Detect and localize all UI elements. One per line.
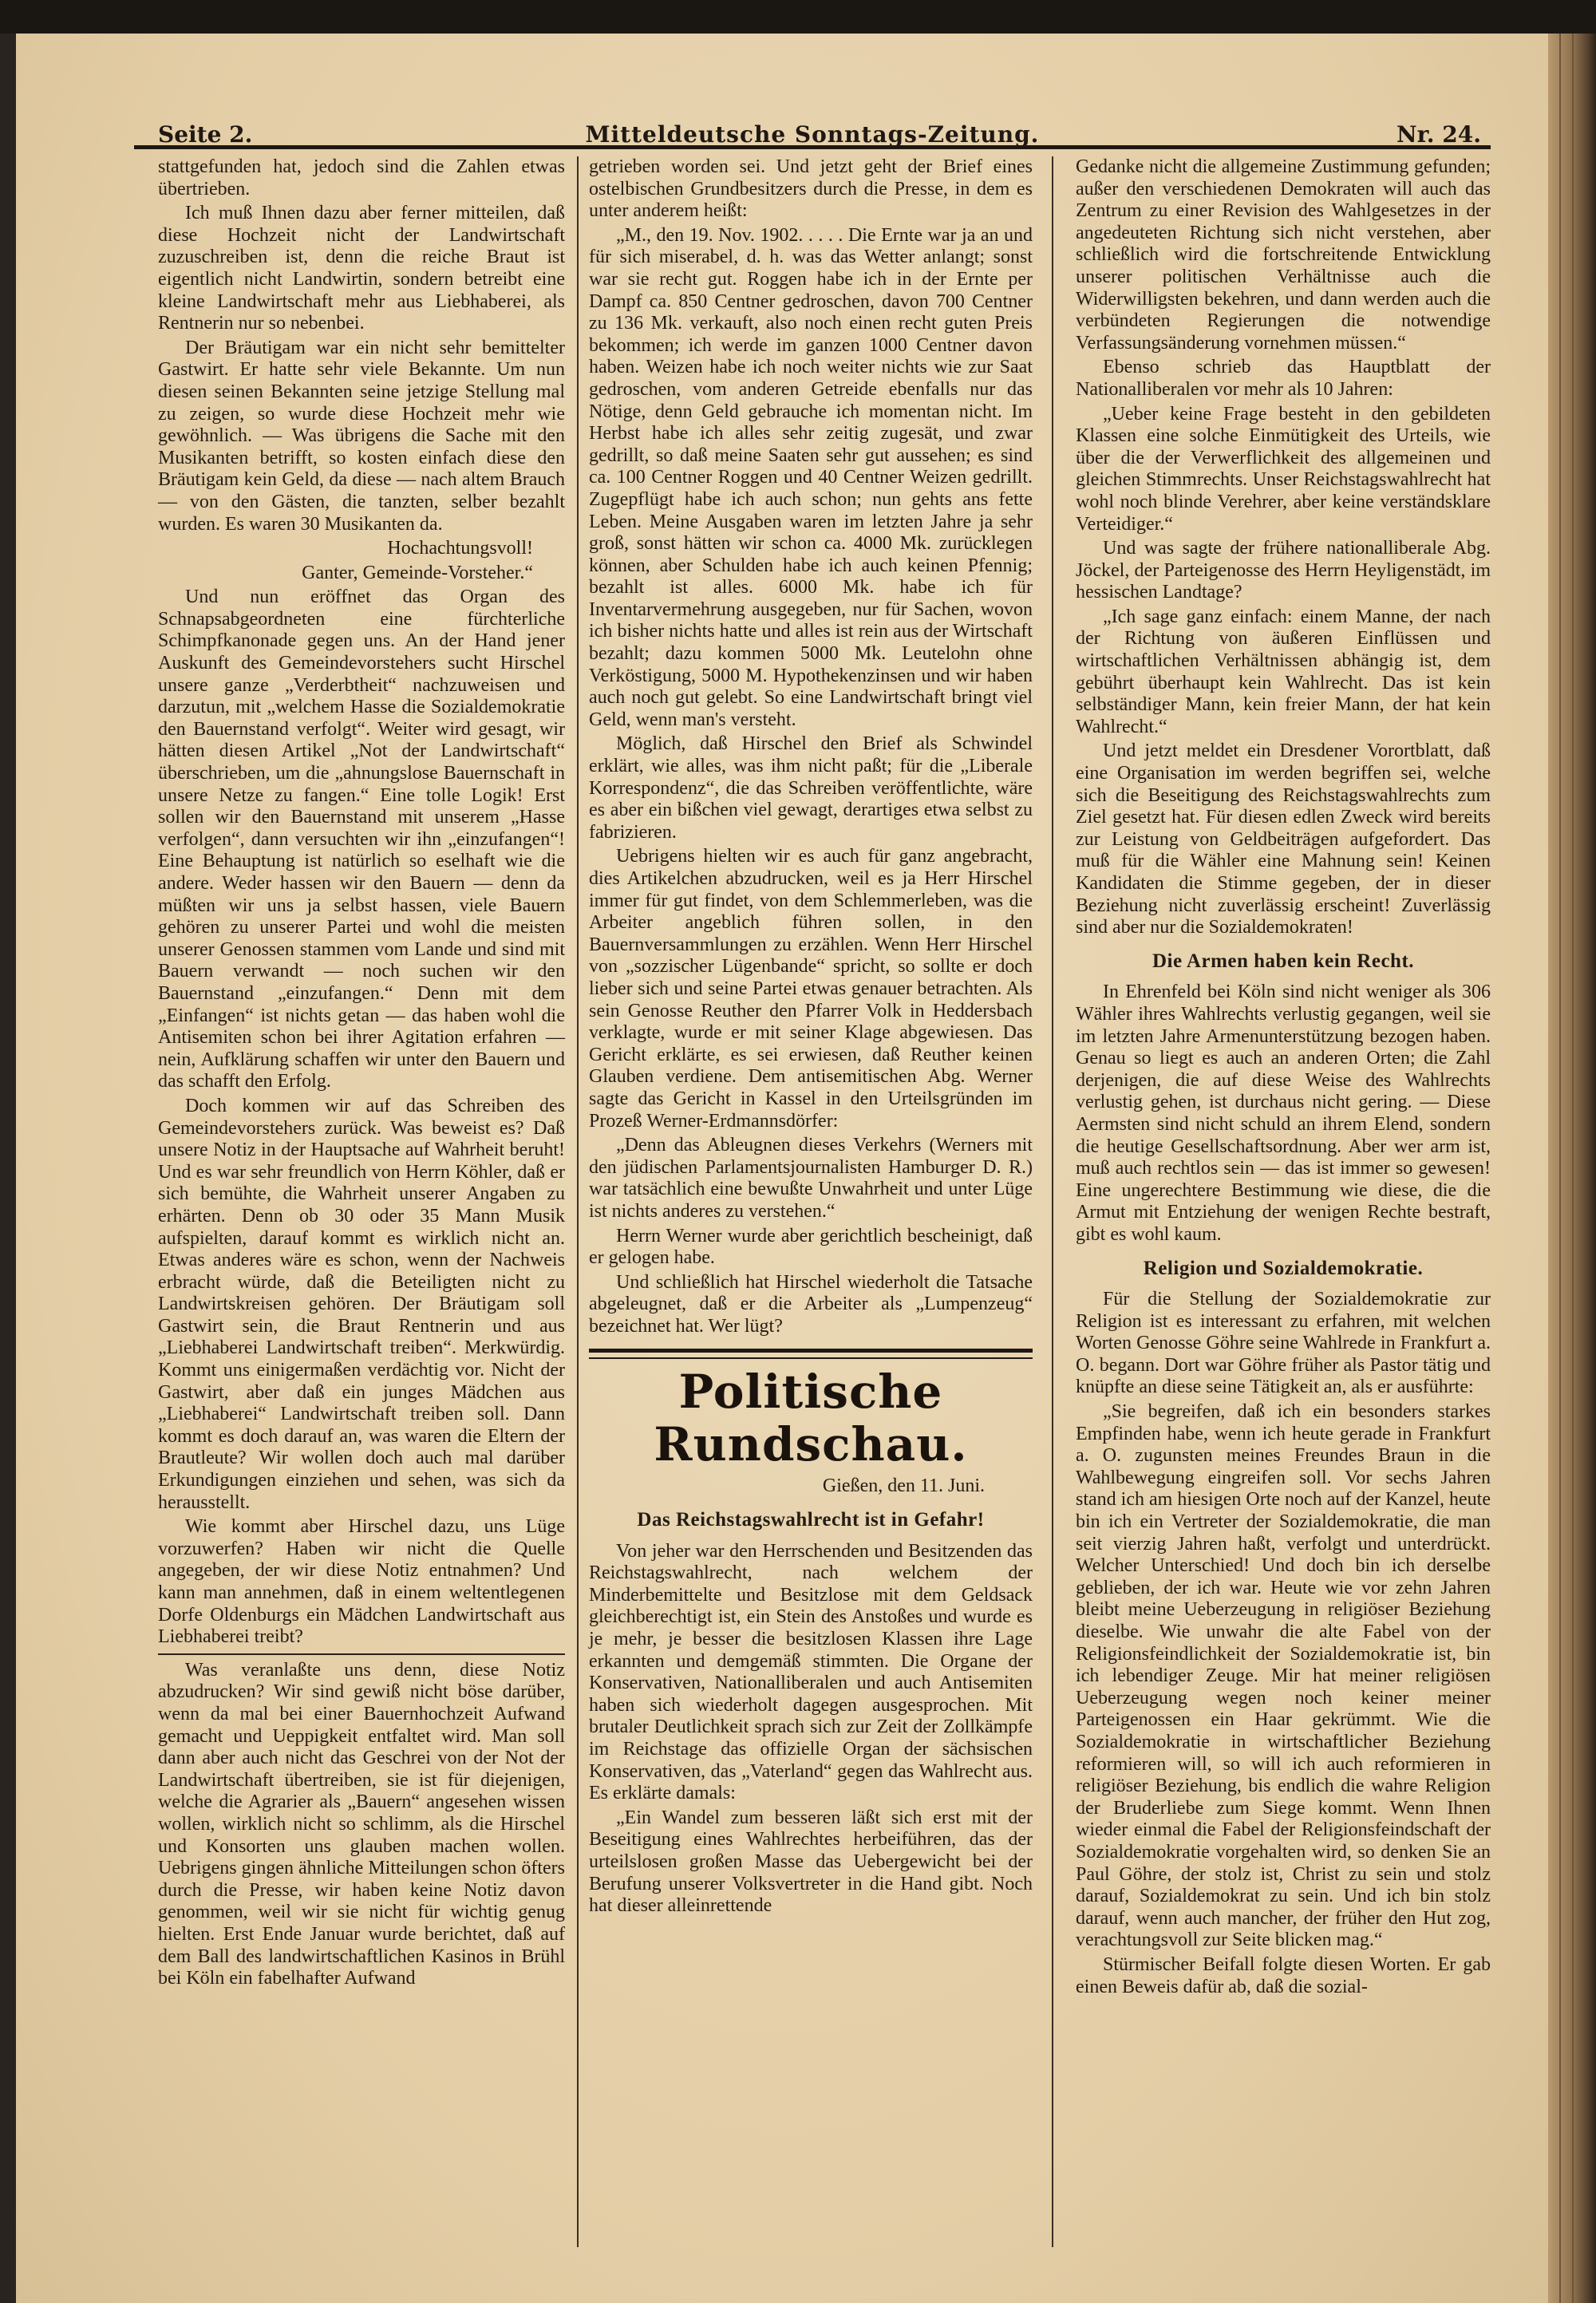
column-3 bbox=[1076, 156, 1491, 2001]
paragraph: Und nun eröffnet das Organ des Schnapsabgeordneten eine fürchterliche Schimpfkanonade gegen uns. An der Hand jener Auskunft des Gemeindevorstehers sucht Hirschel unsere ganze „Verderbtheit“ nachzuweisen und darzutun, mit „welchem Hasse die Sozialdemokratie den Bauernstand verfolgt“. Weiter wird gesagt, wir hätten diesen Artikel „Not der Landwirtschaft“ überschrieben, um die „ahnungslose Bauernschaft in unsere Netze zu fangen.“ Eine tolle Logik! Erst sollen wir den Bauernstand mit unserem „Hasse verfolgen“, dann versuchten wir ihn „einzufangen“! Eine Behauptung ist natürlich so eselhaft wie die andere. Weder hassen wir den Bauern — denn da müßten wir uns ja selbst hassen, viele Bauern gehören zu unserer Partei und wohl die meisten unserer Genossen stammen vom Lande und sind mit Bauern verwandt — noch suchen wir den Bauernstand „einzufangen.“ Denn mit dem „Einfangen“ ist nichts getan — das haben wohl die Antisemiten schon bei ihrer Agitation erfahren — nein, Aufklärung schaffen wir unter den Bauern und das schafft den Erfolg. bbox=[158, 587, 565, 1092]
quote: „Ein Wandel zum besseren läßt sich erst mit der Beseitigung eines Wahlrechtes herbeiführen, das der urteilslosen großen Masse das Uebergewicht bei der Berufung unserer Volksvertreter in die Hand gibt. Noch hat dieser alleinrettende bbox=[589, 1807, 1033, 1917]
paragraph: Doch kommen wir auf das Schreiben des Gemeindevorstehers zurück. Was beweist es? Daß unsere Notiz in der Hauptsache auf Wahrheit beruht! Und es war sehr freundlich von Herrn Köhler, daß er sich bemühte, die Wahrheit unserer Angaben zu erhärten. Denn ob 30 oder 35 Mann Musik aufspielten, darauf kommt es wirklich nicht an. Etwas anderes wäre es schon, wenn der Nachweis erbracht würde, daß die Beteiligten nicht zu Landwirtskreisen gehören. Der Bräutigam soll Gastwirt sein, die Braut Rentnerin und aus „Liebhaberei Landwirtschaft treiben“. Merkwürdig. Kommt uns einigermaßen verdächtig vor. Nicht der Gastwirt, aber daß ein junges Mädchen aus „Liebhaberei“ Landwirtschaft treiben soll. Dann kommt es doch darauf an, was waren die Eltern der Brautleute? Wir wollen doch auch mal darüber Erkundigungen einziehen und sehen, was sich da herausstellt. bbox=[158, 1095, 565, 1513]
quote: „Ich sage ganz einfach: einem Manne, der nach der Richtung von äußeren Einflüssen und wirtschaftlichen Verhältnissen abhängig ist, dem gebührt überhaupt kein Wahlrecht. Das ist kein selbständiger Mann, kein freier Mann, der hat kein Wahlrecht.“ bbox=[1076, 606, 1491, 737]
issue-number: Nr. 24. bbox=[1396, 121, 1481, 148]
paragraph: Uebrigens hielten wir es auch für ganz angebracht, dies Artikelchen abzudrucken, weil es ja Herr Hirschel immer für gut findet, von dem Schlemmerleben, was die Arbeiter angeblich führen sollen, in den Bauernversammlungen zu erzählen. Wenn Herr Hirschel von „sozzischer Lügenbande“ spricht, so sollte er doch lieber sich und seine Partei etwas genauer betrachten. Als sein Genosse Reuther den Pfarrer Volk in Heddersbach verklagte, wurde er mit seiner Klage abgewiesen. Das Gericht erklärte, es sei erwiesen, daß Reuther keinen Glauben verdiene. Dem antisemitischen Abg. Werner sagte das Gericht in Kassel in den Urteilsgründen im Prozeß Werner-Erdmannsdörfer: bbox=[589, 846, 1033, 1132]
paragraph: Und schließlich hat Hirschel wiederholt die Tatsache abgeleugnet, daß er die Arbeiter als „Lumpenzeug“ bezeichnet hat. Wer lügt? bbox=[589, 1271, 1033, 1337]
paragraph: Stürmischer Beifall folgte diesen Worten. Er gab einen Beweis dafür ab, daß die sozial- bbox=[1076, 1953, 1491, 1997]
court-quote: „Denn das Ableugnen dieses Verkehrs (Werners mit den jüdischen Parlamentsjournalisten Hamburger D. R.) war tatsächlich eine bewußte Unwahrheit und unter Lüge ist nichts anderes zu verstehen.“ bbox=[589, 1135, 1033, 1222]
paragraph: Herrn Werner wurde aber gerichtlich bescheinigt, daß er gelogen habe. bbox=[589, 1225, 1033, 1269]
paragraph: Und was sagte der frühere nationalliberale Abg. Jöckel, der Parteigenosse des Herrn Heyligenstädt, im hessischen Landtage? bbox=[1076, 538, 1491, 603]
article-heading: Das Reichstagswahlrecht ist in Gefahr! bbox=[637, 1509, 985, 1531]
paragraph: getrieben worden sei. Und jetzt geht der Brief eines ostelbischen Grundbesitzers durch die Presse, in dem es unter anderem heißt: bbox=[589, 156, 1033, 222]
paragraph: Von jeher war den Herrschenden und Besitzenden das Reichstagswahlrecht, nach welchem der Minderbemittelte und Besitzlose mit dem Geldsack gleichberechtigt ist, ein Stein des Anstoßes und wurde es je mehr, je besser die besitzlosen Klassen ihre Lage erkannten und demgemäß stimmten. Die Organe der Konservativen, Nationalliberalen und auch Antisemiten haben sich wiederholt dagegen ausgesprochen. Mit brutaler Deutlichkeit sprach sich zur Zeit der Zollkämpfe im Reichstage das offizielle Organ der sächsischen Konservativen, das „Vaterland“ gegen das Wahlrecht aus. Es erklärte damals: bbox=[589, 1540, 1033, 1804]
paragraph: Ich muß Ihnen dazu aber ferner mitteilen, daß diese Hochzeit nicht der Landwirtschaft zuzuschreiben ist, denn die reiche Braut ist eigentlich nicht Landwirtin, sondern betreibt eine kleine Landwirtschaft mehr aus Liebhaberei, als Rentnerin nur so nebenbei. bbox=[158, 203, 565, 334]
paragraph: Gedanke nicht die allgemeine Zustimmung gefunden; außer den verschiedenen Demokraten will auch das Zentrum zu einer Revision des Wahlgesetzes in der angedeuteten Richtung sich nicht verstehen, aber schließlich wird die fortschreitende Entwicklung unserer politischen Verhältnisse auch die Widerwilligsten bekehren, und dann werden auch die verbündeten Regierungen die notwendige Verfassungsänderung vornehmen müssen.“ bbox=[1076, 156, 1491, 354]
paragraph: Für die Stellung der Sozialdemokratie zur Religion ist es interessant zu erfahren, mit welchen Worten Genosse Göhre seine Wahlrede in Frankfurt a. O. begann. Dort war Göhre früher als Pastor tätig und knüpfte an diese seine Tätigkeit an, als er ausführte: bbox=[1076, 1289, 1491, 1398]
paragraph: Und jetzt meldet ein Dresdener Vorortblatt, daß eine Organisation im werden begriffen sei, welche sich die Beseitigung des Reichstagswahlrechts zum Ziel gesetzt hat. Für diesen edlen Zweck wird bereits zur Leistung von Geldbeiträgen aufgefordert. Das muß für die Wähler eine Mahnung sein! Keinen Kandidaten die Stimme gegeben, der in dieser Beziehung nicht zuverlässig erscheint! Zuverlässig sind aber nur die Sozialdemokraten! bbox=[1076, 741, 1491, 938]
paragraph: Ebenso schrieb das Hauptblatt der Nationalliberalen vor mehr als 10 Jahren: bbox=[1076, 357, 1491, 400]
article-heading: Religion und Sozialdemokratie. bbox=[1143, 1257, 1424, 1279]
paragraph: Was veranlaßte uns denn, diese Notiz abzudrucken? Wir sind gewiß nicht böse darüber, wenn da mal bei einer Bauernhochzeit Aufwand gemacht und Ueppigkeit entfaltet wird. Man soll dann aber auch nicht das Geschrei von der Not der Landwirtschaft übertreiben, sie ist für diejenigen, welche die Agrarier als „Bauern“ angesehen wissen wollen, wirklich nicht so schlimm, als die Hirschel und Konsorten uns glauben machen wollen. Uebrigens gingen ähnliche Mitteilungen schon öfters durch die Presse, wir haben keine Notiz davon genommen, weil wir sie nicht für wichtig genug hielten. Erst Ende Januar wurde berichtet, daß auf dem Ball des landwirtschaftlichen Kasinos in Brühl bei Köln ein fabelhafter Aufwand bbox=[158, 1659, 565, 1989]
page-label: Seite 2. bbox=[158, 121, 253, 148]
spine-line bbox=[1559, 34, 1561, 2303]
column-divider bbox=[577, 156, 579, 2247]
letter-closing: Hochachtungsvoll! bbox=[387, 538, 533, 559]
section-title: Politische Rundschau. bbox=[654, 1365, 968, 1472]
paragraph: Der Bräutigam war ein nicht sehr bemittelter Gastwirt. Er hatte sehr viele Bekannte. Um nun diesen seinen Bekannten seine jetzige Stellung mal zu zeigen, so wurde diese Hochzeit mehr wie gewöhnlich. — Was übrigens die Sache mit den Musikanten betrifft, so kosten einfach diese den Bräutigam kein Geld, da diese — nach altem Brauch — von den Gästen, die tanzten, selber bezahlt wurden. Es waren 30 Musikanten da. bbox=[158, 337, 565, 535]
article-heading: Die Armen haben kein Recht. bbox=[1152, 950, 1415, 972]
letter-signature: Ganter, Gemeinde-Vorsteher.“ bbox=[302, 562, 533, 583]
newspaper-title: Mitteldeutsche Sonntags-Zeitung. bbox=[585, 121, 1040, 148]
book-spine bbox=[1548, 34, 1596, 2303]
dateline: Gießen, den 11. Juni. bbox=[822, 1475, 985, 1497]
quote: „Sie begreifen, daß ich ein besonders starkes Empfinden habe, wenn ich heute gerade in Frankfurt a. O. zugunsten meines Freundes Braun in die Wahlbewegung eingreifen soll. Vor sechs Jahren stand ich am hiesigen Orte noch auf der Kanzel, heute bin ich ein Vertreter der Sozialdemokratie, die man seit vierzig Jahren haßt, verfolgt und unterdrückt. Welcher Unterschied! Und doch bin ich derselbe geblieben, der ich war. Heute wie vor zehn Jahren bleibt meine Ueberzeugung in religiöser Beziehung dieselbe. Wie unwahr die alte Fabel von der Religionsfeindlichkeit der Sozialdemokratie ist, bin ich lebendiger Zeuge. Mir hat meiner religiösen Ueberzeugung wegen noch keiner meiner Parteigenossen ein Haar gekrümmt. Wie die Sozialdemokratie in wirtschaftlicher Beziehung reformieren will, so will ich auch reformieren in religiöser Beziehung, bis endlich die wahre Religion der Bruderliebe zum Siege kommt. Wenn Ihnen wieder einmal die Fabel der Religionsfeindschaft der Sozialdemokratie vorgehalten wird, so denken Sie an Paul Göhre, der stolz ist, Christ zu sein und stolz darauf, Sozialdemokrat zu sein. Und ich bin stolz darauf, wenn auch mancher, der früher den Hut zog, verachtungsvoll zur Seite blicken mag.“ bbox=[1076, 1401, 1491, 1951]
quote: „Ueber keine Frage besteht in den gebildeten Klassen eine solche Einmütigkeit des Urteils, wie über die der Verwerflichkeit des allgemeinen und gleichen Stimmrechts. Unser Reichstagswahlrecht hat wohl noch blinde Verehrer, aber keine verständsklare Verteidiger.“ bbox=[1076, 403, 1491, 535]
paragraph: In Ehrenfeld bei Köln sind nicht weniger als 306 Wähler ihres Wahlrechts verlustig gegangen, weil sie im letzten Jahre Armenunterstützung bezogen haben. Genau so liegt es auch an anderen Orten; die Zahl derjenigen, die auf diese Weise des Wahlrechts verlustig gehen, ist durchaus nicht gering. — Diese Aermsten sind nicht schuld an ihrem Elend, sondern die heutige Gesellschaftsordnung. Aber wer arm ist, muß auch rechtlos sein — das ist immer so gewesen! Eine ungerechtere Bestimmung wie diese, die die Armut mit Entziehung der wenigen Rechte bestraft, gibt es wohl kaum. bbox=[1076, 982, 1491, 1245]
section-header-box bbox=[589, 1349, 1033, 1471]
column-1 bbox=[158, 156, 565, 1993]
column-2 bbox=[589, 156, 1033, 1920]
divider bbox=[158, 1653, 565, 1655]
paragraph: stattgefunden hat, jedoch sind die Zahlen etwas übertrieben. bbox=[158, 156, 565, 199]
paragraph: Wie kommt aber Hirschel dazu, uns Lüge vorzuwerfen? Haben wir nicht die Quelle angegeben, der wir diese Notiz entnahmen? Und kann man annehmen, daß in einem weltentlegenen Dorfe Oldenburgs ein Mädchen Landwirtschaft aus Liebhaberei treibt? bbox=[158, 1516, 565, 1648]
paragraph: Möglich, daß Hirschel den Brief als Schwindel erklärt, wie alles, was ihm nicht paßt; für die „Liberale Korrespondenz“, die das Schreiben veröffentlichte, wäre es aber ein bißchen viel gewagt, derartiges etwa selbst zu fabrizieren. bbox=[589, 733, 1033, 843]
scan-top-border bbox=[0, 0, 1596, 34]
spine-line bbox=[1572, 34, 1574, 2303]
column-divider bbox=[1052, 156, 1053, 2247]
letter-quote: „M., den 19. Nov. 1902. . . . . Die Ernte war ja an und für sich miserabel, d. h. was das Wetter anlangt; sonst war sie recht gut. Roggen habe ich in der Ernte per Dampf ca. 850 Centner gedroschen, davon 700 Centner zu 136 Mk. verkauft, also noch einen recht guten Preis bekommen; ich werde im ganzen 1000 Centner davon haben. Weizen habe ich noch weiter nichts wie zur Saat gedroschen, vom anderen Getreide ebenfalls nur das Nötige, denn Geld gebrauche ich momentan nicht. Im Herbst habe ich alles sehr zeitig zugesät, und zwar gedrillt, so daß meine Saaten sehr gut aussehen; es sind ca. 100 Centner Roggen und 40 Centner Weizen gedrillt. Zugepflügt habe ich auch schon; nun gehts ans fette Leben. Meine Ausgaben waren im letzten Jahre ja sehr groß, sonst hätten wir schon ca. 4000 Mk. zurücklegen können, aber Schulden habe ich auch keinen Pfennig; bezahlt ist alles. 6000 Mk. habe ich für Inventarvermehrung ausgegeben, nur für Sachen, wovon ich bisher nichts hatte und alles ist rein aus der Wirtschaft bezahlt; dazu kommen 5000 Mk. Leutelohn ohne Verköstigung, 5000 M. Hypothekenzinsen und wir haben auch noch gut gelebt. So eine Landwirtschaft bringt viel Geld, wenn man's versteht. bbox=[589, 224, 1033, 730]
page-header bbox=[134, 94, 1491, 149]
